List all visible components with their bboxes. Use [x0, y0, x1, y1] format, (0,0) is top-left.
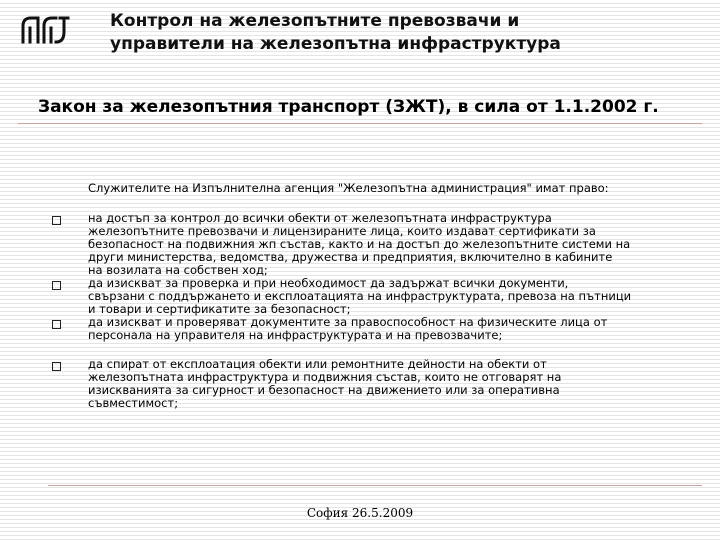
list-item-line: други министерства, ведомства, дружества и предприятия, включително в кабините	[88, 250, 613, 264]
square-bullet-icon	[52, 320, 61, 329]
list-item	[88, 316, 693, 342]
square-bullet-icon	[52, 362, 61, 371]
list-item-line: да изискват и проверяват документите за правоспособност на физическите лица от	[88, 315, 608, 329]
list-item-line: съвместимост;	[88, 396, 179, 410]
square-bullet-icon	[52, 216, 61, 225]
list-item-line: на возилата на собствен ход;	[88, 263, 268, 277]
list-item-line: да спират от експлоатация обекти или ремонтните дейности на обекти от	[88, 357, 547, 371]
square-bullet-icon	[52, 281, 61, 290]
list-item-line: железопътната инфраструктура и подвижния състав, които не отговарят на	[88, 370, 562, 384]
list-item-line: и товари и сертификатите за безопасност;	[88, 302, 351, 316]
list-item-line: железопътните превозвачи и лицензираните лица, които издават сертификати за	[88, 224, 596, 238]
intro-text: Служителите на Изпълнителна агенция "Железопътна администрация" имат право:	[88, 181, 609, 195]
list-item-line: персонала на управителя на инфраструктурата и на превозвачите;	[88, 328, 503, 342]
list-item-line: да изискват за проверка и при необходимост да задържат всички документи,	[88, 276, 569, 290]
top-divider	[18, 123, 702, 124]
list-item	[88, 212, 693, 277]
list-item-line: свързани с поддържането и експлоатацията на инфраструктурата, превоза на пътници	[88, 289, 632, 303]
list-item-line: изискванията за сигурност и безопасност на движението или за оперативна	[88, 383, 560, 397]
header-title-line-2: управители на железопътна инфраструктура	[110, 34, 561, 54]
footer-date: София 26.5.2009	[306, 506, 414, 520]
header-title	[110, 10, 700, 56]
list-item-line: безопасност на подвижния жп състав, както и на достъп до железопътните системи на	[88, 237, 631, 251]
header-title-line-1: Контрол на железопътните превозвачи и	[110, 11, 520, 31]
list-item	[88, 277, 693, 316]
list-item-line: на достъп за контрол до всички обекти от железопътната инфраструктура	[88, 211, 552, 225]
list-item	[88, 358, 693, 410]
law-title: Закон за железопътния транспорт (ЗЖТ), в сила от 1.1.2002 г.	[38, 97, 659, 117]
railway-administration-logo	[20, 14, 72, 46]
bottom-divider	[48, 485, 702, 486]
